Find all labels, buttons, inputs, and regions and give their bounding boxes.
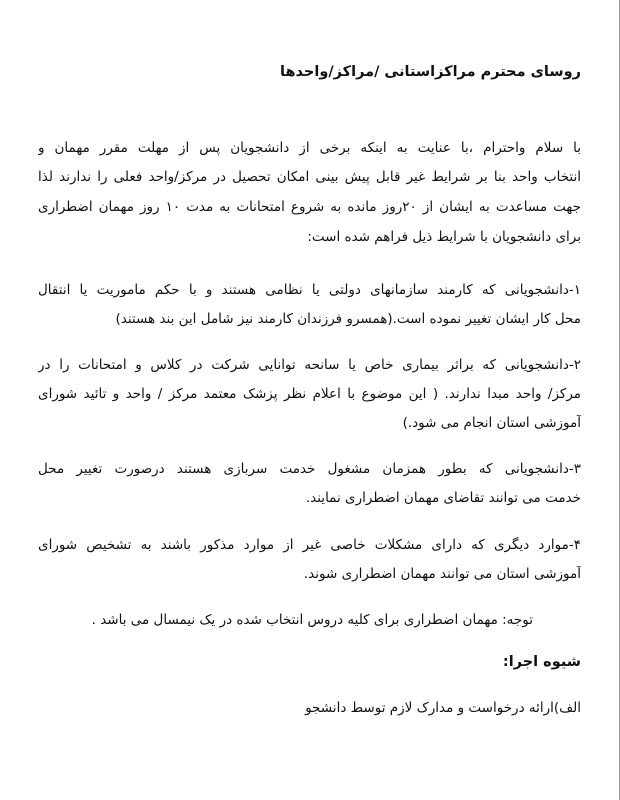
item3-line-1: ۳-دانشجویانی که بطور همزمان مشغول خدمت سربازی هستند درصورت تغییر محل bbox=[38, 461, 581, 477]
item4-line-1: ۴-موارد دیگری که دارای مشکلات خاصی غیر از موارد مذکور باشند به تشخیص شورای bbox=[38, 537, 581, 553]
note-text: توجه: مهمان اضطراری برای کلیه دروس انتخاب شده در یک نیمسال می باشد . bbox=[91, 612, 533, 628]
item4-line-2: آموزشی استان می توانند مهمان اضطراری شوند. bbox=[303, 566, 581, 582]
item2-line-1: ۲-دانشجویانی که براثر بیماری خاص یا سانحه توانایی شرکت در کلاس و امتحانات را در bbox=[38, 357, 581, 373]
intro-line-4: برای دانشجویان با شرایط ذیل فراهم شده است: bbox=[307, 229, 581, 245]
note-line bbox=[38, 610, 581, 630]
item3-line-2: خدمت می توانند تقاضای مهمان اضطراری نمایند. bbox=[305, 490, 581, 506]
letter-heading: روسای محترم مراکزاستانی /مراکز/واحدها bbox=[280, 64, 581, 80]
procedure-item-a: الف)ارائه درخواست و مدارک لازم توسط دانشجو bbox=[305, 700, 581, 716]
item1-line-1: ۱-دانشجویانی که کارمند سازمانهای دولتی یا نظامی هستند و با حکم ماموریت یا انتقال bbox=[38, 282, 581, 298]
item2-line-3: آموزشی استان انجام می شود.) bbox=[402, 415, 581, 431]
procedure-title: شیوه اجرا: bbox=[502, 654, 581, 670]
intro-line-2: انتخاب واحد بنا بر شرایط غیر قابل پیش بینی امکان تحصیل در مرکز/واحد فعلی را ندارند لذا bbox=[38, 169, 581, 185]
intro-line-1: با سلام واحترام ،با عنایت به اینکه برخی از دانشجویان پس از مهلت مقرر مهمان و bbox=[38, 140, 581, 156]
item1-line-2: محل کار ایشان تغییر نموده است.(همسرو فرزندان کارمند نیز شامل این بند هستند) bbox=[115, 311, 581, 327]
intro-line-3: جهت مساعدت به ایشان از ۲۰روز مانده به شروع امتحانات به مدت ۱۰ روز مهمان اضطراری bbox=[38, 199, 581, 215]
item2-line-2: مرکز/ واحد مبدا ندارند. ( این موضوع با اعلام نظر پزشک معتمد مرکز / واحد و تائید شورای bbox=[38, 386, 581, 402]
